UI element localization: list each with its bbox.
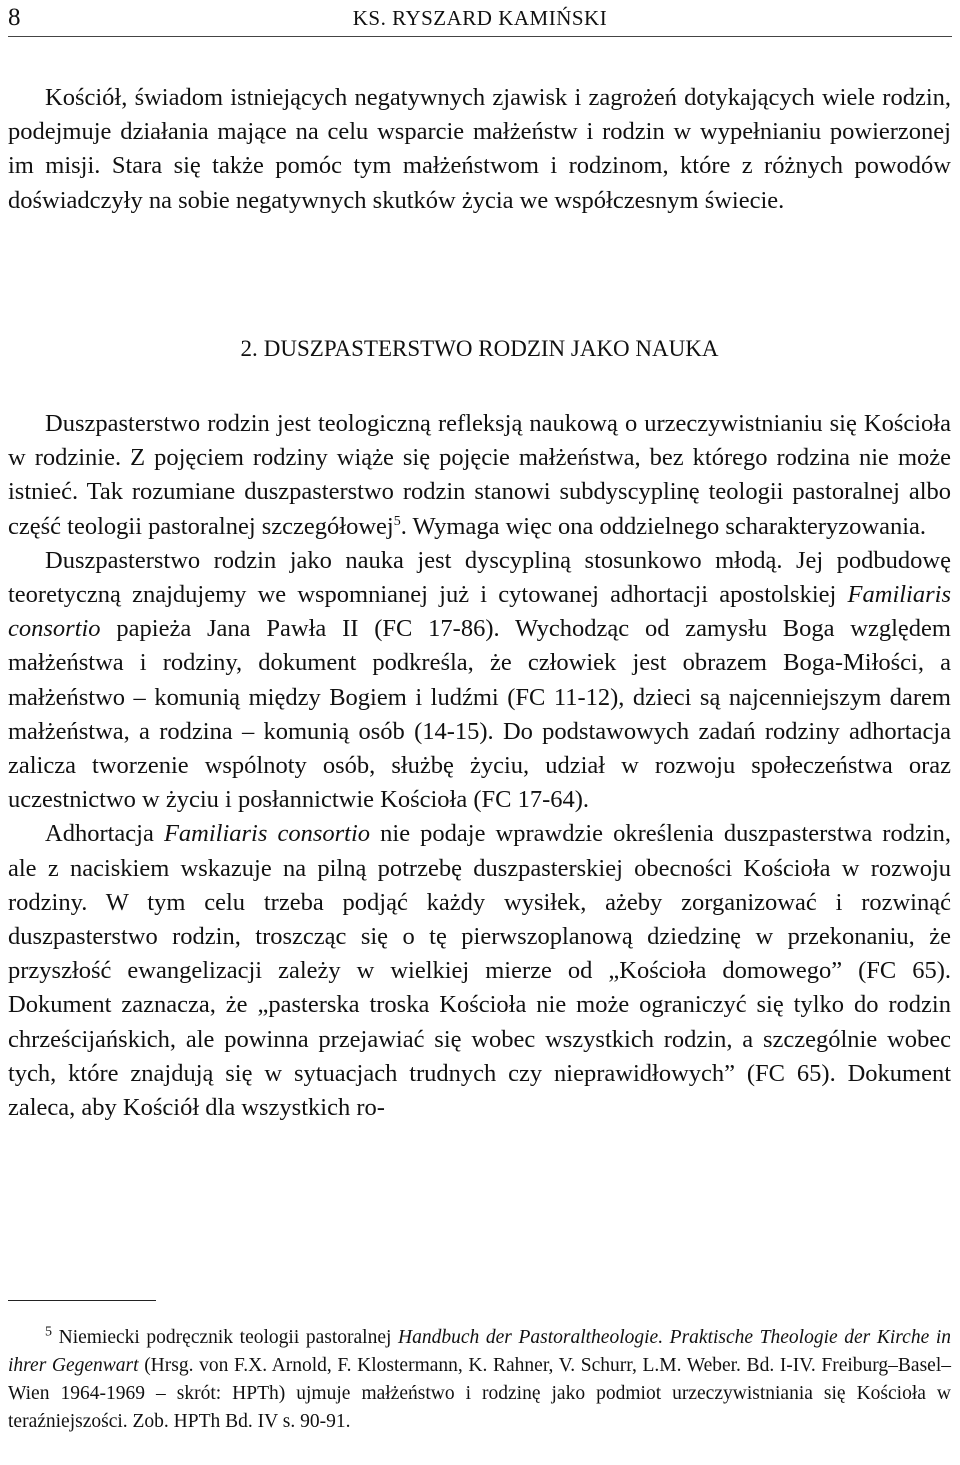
section-heading: [8, 336, 951, 362]
section-number: 2.: [240, 336, 258, 361]
paragraph-1: Kościół, świadom istniejących negatywnych zjawisk i zagrożeń dotykających wiele rodzin, podejmuje działania mające na celu wsparcie małżeństw i rodzin w wypełnianiu powierzonej im misji. Stara się także pomóc tym małżeństwom i rodzinom, które z różnych powodów doświadczyły na sobie negatywnych skutków życia we współczesnym świecie.: [8, 84, 951, 214]
footnote-reference[interactable]: 5: [393, 513, 401, 529]
paragraph-4-text-a: Adhortacja: [45, 820, 164, 848]
paragraph-3-title: Familiaris consortio: [8, 581, 951, 643]
paragraph-2-text: Duszpasterstwo rodzin jest teologiczną refleksją naukową o urzeczywistnianiu się Kościoła w rodzinie. Z pojęciem rodziny wiąże się pojęcie małżeństwa, bez którego rodzina nie może istnieć. Tak rozumiane duszpasterstwo rodzin stanowi subdyscyplinę teologii pastoralnej albo część teologii pastoralnej szczegółowej: [8, 410, 951, 540]
paragraph-2: [8, 407, 951, 544]
body-text: [8, 407, 951, 1125]
footnote-rule: [8, 1300, 156, 1301]
section-title: DUSZPASTERSTWO RODZIN JAKO NAUKA: [263, 336, 719, 361]
page-number: 8: [8, 4, 21, 31]
footnote-text-a: Niemiecki podręcznik teologii pastoralnej: [52, 1327, 399, 1348]
footnote-marker: 5: [45, 1324, 52, 1340]
footnote-text-b: (Hrsg. von F.X. Arnold, F. Klostermann, K. Rahner, V. Schurr, L.M. Weber. Bd. I-IV. Freiburg–Basel–Wien 1964-1969 – skrót: HPTh) ujmuje małżeństwo i rodzinę jako podmiot urzeczywistniania się Kościoła w teraźniejszości. Zob. HPTh Bd. IV s. 90-91.: [8, 1355, 951, 1432]
paragraph-2-tail: . Wymaga więc ona oddzielnego scharakteryzowania.: [400, 512, 926, 540]
paragraph-4: [8, 817, 951, 1125]
header-rule: [8, 36, 952, 37]
footnote: [8, 1324, 951, 1436]
paragraph-3: [8, 544, 951, 818]
paragraph-3-text-a: Duszpasterstwo rodzin jako nauka jest dyscypliną stosunkowo młodą. Jej podbudowę teoretyczną znajdujemy we wspomnianej już i cytowanej adhortacji apostolskiej: [8, 546, 951, 609]
paragraph-4-title: Familiaris consortio: [163, 820, 371, 848]
footnote-5: [8, 1324, 951, 1436]
paragraph-4-text-b: nie podaje wprawdzie określenia duszpasterstwa rodzin, ale z naciskiem wskazuje na pilną potrzebę duszpasterskiej obecności Kościoła w rozwoju rodziny. W tym celu trzeba podjąć każdy wysiłek, ażeby zorganizować i rozwinąć duszpasterstwo rodzin, troszcząc się o tę pierwszoplanową dziedzinę w przekonaniu, że przyszłość ewangelizacji zależy w wielkiej mierze od „Kościoła domowego” (FC 65). Dokument zaznacza, że „pasterska troska Kościoła nie może ograniczyć się tylko do rodzin chrześcijańskich, ale powinna przejawiać się wobec wszystkich rodzin, a szczególnie wobec tych, które znajdują się w sytuacjach trudnych czy nieprawidłowych” (FC 65). Dokument zaleca, aby Kościół dla wszystkich ro-: [8, 820, 952, 1122]
page-header: [8, 0, 952, 40]
footnote-title: Handbuch der Pastoraltheologie. Praktische Theologie der Kirche in ihrer Gegenwart: [8, 1327, 951, 1376]
running-head: KS. RYSZARD KAMIŃSKI: [352, 6, 608, 30]
paragraph-3-text-b: papieża Jana Pawła II (FC 17-86). Wychodząc od zamysłu Boga względem małżeństwa i rodziny, dokument podkreśla, że człowiek jest obrazem Boga-Miłości, a małżeństwo – komunią między Bogiem i ludźmi (FC 11-12), dzieci są najcenniejszym darem małżeństwa, a rodzina – komunią osób (14-15). Do podstawowych zadań rodziny adhortacja zalicza tworzenie wspólnoty osób, służbę życiu, udział w rozwoju społeczeństwa oraz uczestnictwo w życiu i posłannictwie Kościoła (FC 17-64).: [8, 615, 951, 814]
intro-block: [8, 81, 951, 218]
